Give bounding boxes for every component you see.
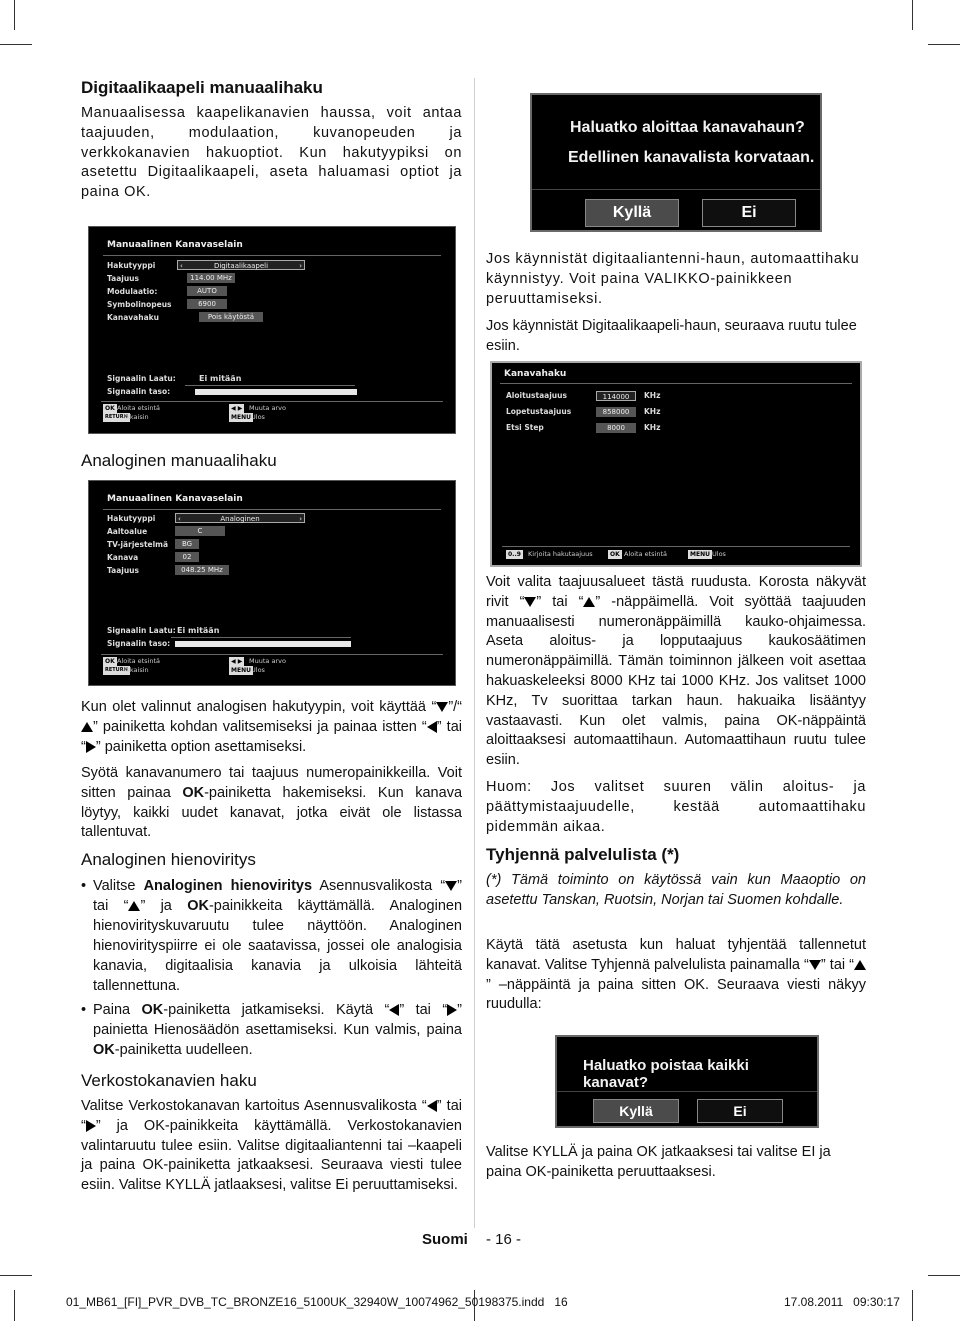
down-arrow-icon (524, 597, 536, 607)
text: -painiketta uudelleen. (114, 1042, 253, 1058)
right-arrow-icon (86, 1120, 96, 1132)
title-rule (103, 509, 441, 510)
title-rule (103, 255, 441, 256)
text: OK (93, 1042, 115, 1058)
yes-button[interactable]: Kyllä (593, 1099, 679, 1123)
heading-analog-manual: Analoginen manuaalihaku (81, 451, 277, 470)
finetune-bullets (81, 876, 462, 1064)
text: ” -näppäimellä. Voit syöttää taajuuden manuaalisesti numeronäppäimillä kauko-ohjaimessa. Aseta aloitus- ja lopputaajuus kaukosäätimen numeronäppäimillä. Tämän toiminnon jälkeen voit asettaa hakuaskeleeksi 8000 KHz tai 1000 KHz. Jos valitset 1000 KHz, Tv suorittaa tarkan haun. hakuaika lisääntyy vastaavasti. Kun olet valmis, paina OK-näppäintä aloittaaksesi automaattihaun. Automaattihaun ruutu tulee esiin. (486, 593, 866, 769)
analog-paragraph-2 (81, 764, 462, 843)
text: ” ja OK-painikkeita käyttämällä. Verkostokanavien valintaruutu tulee esiin. Valitse digitaaliantenni tai –kaapeli ja paina OK-painiketta jatkaaksesi. Seuraava viesti tulee esiin. Valitse KYLLÄ jatlaaksesi, valitse Ei peruuttamiseksi. (81, 1117, 462, 1194)
left-right-key-icon: ◀ ▶ (231, 658, 243, 665)
row-label: Modulaatio: (107, 287, 158, 296)
row-label: Hakutyyppi (107, 514, 156, 523)
text: Valitse (93, 878, 136, 894)
up-arrow-icon (854, 960, 866, 970)
number-key-text: Kirjoita hakutaajuus (528, 550, 593, 558)
footer-rule (101, 401, 443, 402)
text: Asennusvalikosta “ (319, 878, 446, 894)
page-number: - 16 - (486, 1231, 522, 1248)
ok-key: OK (105, 658, 115, 665)
ok-key-text: Aloita etsintä (117, 657, 161, 665)
crop-mark (0, 1275, 32, 1276)
signal-quality-label: Signaalin Laatu: (107, 626, 176, 635)
down-arrow-icon (809, 960, 821, 970)
dvbc-paragraph: Manuaalisessa kaapelikanavien haussa, voit antaa taajuuden, modulaation, kuvanopeuden ja verkkokanavien hakuoptiot. Kun hakutyypiksi on asetettu Digitaalikaapeli, aseta haluamasi optiot ja paina OK. (81, 105, 462, 201)
text: ” painietta Hienosäädön asettamiseksi. Kun valmis, paina (93, 1002, 463, 1038)
row-value[interactable]: 858000 (596, 407, 636, 417)
row-value[interactable]: 02 (175, 552, 199, 562)
row-value[interactable]: BG (175, 539, 199, 549)
clear-note: (*) Tämä toiminto on käytössä vain kun Maaoptio on asetettu Tanskan, Ruotsin, Norjan tai Suomen kohdalle. (486, 872, 866, 908)
row-label: Symbolinopeus (107, 300, 172, 309)
heading-dvbc-manual: Digitaalikaapeli manuaalihaku (81, 78, 323, 97)
crop-mark (928, 1275, 960, 1276)
signal-quality-label: Signaalin Laatu: (107, 374, 176, 383)
up-arrow-icon (81, 722, 93, 732)
text: istten (382, 718, 417, 735)
ok-key-text: Aloita etsintä (117, 404, 161, 412)
column-divider (474, 78, 475, 1228)
text: ” –näppäintä ja paina sitten OK. Seuraava viesti näkyy ruudulla: (486, 976, 866, 1013)
left-arrow-icon (427, 1100, 437, 1112)
menu-key-text: Ulos (712, 550, 726, 558)
text: Valitse Verkostokanavan kartoitus Asennusvalikosta “ (81, 1098, 427, 1114)
menu-key: MENU (231, 414, 251, 421)
page-language: Suomi (422, 1231, 468, 1248)
row-value-selected[interactable]: ‹ Digitaalikaapeli › (177, 260, 305, 270)
signal-quality-value: Ei mitään (199, 374, 242, 383)
screen-kanavahaku (490, 361, 862, 567)
ok-label: OK (182, 784, 205, 801)
row-value[interactable]: 048.25 MHz (175, 565, 229, 575)
heading-network-scan: Verkostokanavien haku (81, 1071, 257, 1090)
yes-button[interactable]: Kyllä (585, 199, 679, 227)
signal-quality-value: Ei mitään (177, 626, 220, 635)
dialog-question: Haluatko aloittaa kanavahaun? (570, 119, 805, 136)
row-value-selected[interactable]: 114000 (596, 391, 636, 401)
row-label: Aaltoalue (107, 527, 148, 536)
row-value[interactable]: AUTO (187, 286, 227, 296)
row-label: Etsi Step (506, 423, 544, 432)
text: ” tai “ (820, 956, 854, 973)
text: -painiketta jatkamiseksi. Käytä “ (163, 1002, 390, 1018)
signal-level-label: Signaalin taso: (107, 639, 171, 648)
row-value-text: Analoginen (220, 515, 260, 523)
row-unit: KHz (644, 391, 661, 400)
row-label: Taajuus (107, 566, 139, 575)
heading-analog-finetune: Analoginen hienoviritys (81, 850, 256, 869)
note-paragraph: Huom: Jos valitset suuren välin aloitus- ja päättymistaajuudelle, kestää automaattihaku pidemmän aikaa. (486, 779, 866, 835)
ok-key: OK (105, 405, 115, 412)
clear-paragraph (486, 936, 866, 1015)
crop-mark (912, 1290, 913, 1321)
menu-key: MENU (690, 551, 710, 558)
analog-paragraph-1: Kun olet valinnut analogisen hakutyypin, voit käyttää “ ”/“” painiketta kohdan valitsemiseksi ja painaa istten “ ” tai “ ” painiketta option asettamiseksi. (81, 699, 463, 755)
crop-mark (0, 44, 32, 45)
crop-mark (14, 1290, 15, 1321)
signal-level-bar (195, 389, 357, 395)
no-button[interactable]: Ei (702, 199, 796, 227)
row-label: Kanavahaku (107, 313, 159, 322)
text: -painiketta hakemiseksi. Kun kanava löytyy, kaikki uudet kanavat, jotka eivät ole listassa tallentuvat. (81, 784, 463, 841)
signal-rule (185, 385, 355, 386)
signal-rule (171, 637, 351, 638)
row-label: Taajuus (107, 274, 139, 283)
return-key: RETURN (105, 667, 128, 673)
left-arrow-icon (427, 721, 437, 733)
ok-key-text: Aloita etsintä (624, 550, 668, 558)
final-paragraph: Valitse KYLLÄ ja paina OK jatkaaksesi tai valitse EI ja paina OK-painiketta peruuttaaksesi. (486, 1144, 831, 1180)
dialog-divider (557, 1091, 817, 1092)
slug-date: 17.08.2011 09:30:17 (784, 1295, 900, 1309)
row-unit: KHz (644, 407, 661, 416)
dialog-start-scan (530, 93, 822, 232)
menu-title: Manuaalinen Kanavaselain (107, 240, 243, 250)
dvbc-next-paragraph: Jos käynnistät Digitaalikaapeli-haun, seuraava ruutu tulee esiin. (486, 318, 857, 354)
crop-mark (912, 0, 913, 30)
number-key: 0..9 (508, 551, 521, 558)
menu-key-text: Ulos (251, 666, 265, 674)
crop-mark (14, 0, 15, 30)
lr-key-text: Muuta arvo (249, 404, 286, 412)
text: Kun olet valinnut analogisen hakutyypin, voit käyttää (81, 699, 426, 715)
digital-antenna-paragraph: Jos käynnistät digitaaliantenni-haun, automaattihaku käynnistyy. Voit paina VALIKKO-painikkeen peruuttamiseksi. (486, 251, 860, 307)
ok-key: OK (610, 551, 620, 558)
return-key: RETURN (105, 414, 128, 420)
footer-rule (101, 654, 443, 655)
signal-level-bar (175, 641, 351, 647)
text: ” tai “ (93, 878, 462, 914)
text: Paina (93, 1002, 131, 1018)
menu-title: Kanavahaku (504, 369, 567, 379)
row-label: Kanava (107, 553, 139, 562)
title-rule (500, 383, 852, 384)
text: Analoginen hienoviritys (143, 878, 313, 894)
dialog-clear-channels (555, 1035, 819, 1128)
text: Voit valita taajuusalueet tästä ruudusta. Korosta näkyvät rivit “ (486, 574, 866, 610)
list-item (81, 1000, 462, 1060)
network-paragraph (81, 1097, 462, 1196)
left-arrow-icon (389, 1004, 399, 1016)
menu-key: MENU (231, 667, 251, 674)
text: painiketta option asettamiseksi. (104, 738, 307, 755)
row-label: Lopetustaajuus (506, 407, 572, 416)
crop-mark (928, 44, 960, 45)
text: Syötä kanavanumero tai taajuus numeropainikkeilla. Voit sitten painaa (81, 765, 462, 801)
right-arrow-icon (86, 741, 96, 753)
text: OK (187, 898, 209, 914)
down-arrow-icon (436, 702, 448, 712)
return-key-text: Takaisin (123, 413, 149, 421)
slug-file: 01_MB61_[FI]_PVR_DVB_TC_BRONZE16_5100UK_32940W_10074962_50198375.indd 16 (66, 1295, 568, 1309)
text: ” ja (140, 898, 172, 914)
text: ” tai “ (399, 1002, 448, 1018)
row-value[interactable]: 114.00 MHz (187, 273, 235, 283)
row-label: TV-järjestelmä (107, 540, 169, 549)
screen-analog-manual (88, 480, 456, 686)
row-label: Aloitustaajuus (506, 391, 567, 400)
menu-key-text: Ulos (251, 413, 265, 421)
text: Käytä tätä asetusta kun haluat tyhjentää tallennetut kanavat. Valitse Tyhjennä palvelulista painamalla “ (486, 937, 866, 973)
screen-dvbc-manual (88, 226, 456, 434)
row-value[interactable]: 8000 (596, 423, 636, 433)
footer-rule (502, 546, 850, 547)
lr-key-text: Muuta arvo (249, 657, 286, 665)
row-value-selected[interactable]: ‹ Analoginen › (175, 513, 305, 523)
up-arrow-icon (128, 901, 140, 911)
dialog-subtext: Edellinen kanavalista korvataan. (568, 149, 815, 166)
text: painiketta kohdan valitsemiseksi ja painaa (102, 718, 378, 735)
row-label: Hakutyyppi (107, 261, 156, 270)
row-unit: KHz (644, 423, 661, 432)
left-right-key-icon: ◀ ▶ (231, 405, 243, 412)
return-key-text: Takaisin (123, 666, 149, 674)
right-arrow-icon (447, 1004, 457, 1016)
text: -painikkeita käyttämällä. Analoginen hienovirityskuvaruutu tulee näyttöön. Analoginen hienovirityspiirre ei ole saatavissa, jossei ole analogisia kanavia, digitaalisia kanavia ja ulkoisia lähteitä tallennettuna. (93, 898, 463, 994)
list-item (81, 876, 462, 996)
down-arrow-icon (445, 881, 457, 891)
text: ” tai “ (536, 593, 584, 610)
text: OK (141, 1002, 164, 1018)
dialog-question: Haluatko poistaa kaikki kanavat? (583, 1057, 749, 1091)
signal-level-label: Signaalin taso: (107, 387, 171, 396)
row-value[interactable]: 6900 (187, 299, 227, 309)
text: ” tai “ (81, 1098, 462, 1134)
menu-title: Manuaalinen Kanavaselain (107, 494, 243, 504)
text: tai (446, 718, 462, 735)
row-value[interactable]: Pois käytöstä (199, 312, 263, 322)
range-paragraph (486, 573, 866, 771)
dialog-divider (532, 189, 820, 190)
no-button[interactable]: Ei (697, 1099, 783, 1123)
row-value[interactable]: C (175, 526, 225, 536)
row-value-text: Digitaalikaapeli (213, 262, 269, 270)
up-arrow-icon (583, 597, 595, 607)
heading-clear-service-list: Tyhjennä palvelulista (*) (486, 845, 680, 864)
